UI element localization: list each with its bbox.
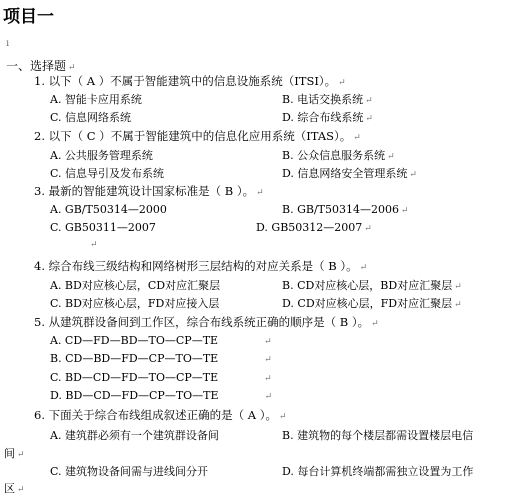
question-6: 6. 下面关于综合布线组成叙述正确的是（ A ）。 ↵ (34, 408, 287, 422)
q5-option-c: C. BD—CD—FD—TO—CP—TE ↵ (50, 371, 272, 384)
paragraph-mark: ↵ (90, 240, 98, 250)
q2-option-d: D. 信息网络安全管理系统 ↵ (282, 167, 417, 180)
q5-option-d: D. BD—CD—FD—CP—TO—TE ↵ (50, 389, 273, 402)
q4-option-c: C. BD对应核心层，FD对应接入层 (50, 297, 220, 310)
q6-option-b: B. 建筑物的每个楼层都需设置楼层电信 (282, 429, 474, 442)
q2-option-c: C. 信息导引及发布系统 (50, 167, 165, 180)
q6-option-d-wrap: 区 ↵ (4, 482, 25, 495)
q1-option-a: A. 智能卡应用系统 (50, 93, 142, 106)
q4-option-a: A. BD对应核心层，CD对应汇聚层 (50, 279, 221, 292)
q5-option-a: A. CD—FD—BD—TO—CP—TE ↵ (50, 334, 272, 347)
q2-option-b: B. 公众信息服务系统 ↵ (282, 149, 395, 162)
paragraph-mark: ı (6, 38, 10, 49)
question-3: 3. 最新的智能建筑设计国家标准是（ B ）。 ↵ (34, 184, 264, 198)
page-title: 项目一 (3, 7, 54, 27)
q4-option-d: D. CD对应核心层，FD对应汇聚层 ↵ (282, 297, 462, 310)
q1-option-d: D. 综合布线系统 ↵ (282, 111, 373, 124)
q3-option-c: C. GB50311—2007 (50, 221, 156, 234)
q1-option-b: B. 电话交换系统 ↵ (282, 93, 373, 106)
question-2: 2. 以下（ C ）不属于智能建筑中的信息化应用系统（ITAS）。 ↵ (34, 129, 361, 143)
q6-option-b-wrap: 间 ↵ (4, 447, 25, 460)
q4-option-b: B. CD对应核心层，BD对应汇聚层 ↵ (282, 279, 462, 292)
q1-option-c: C. 信息网络系统 (50, 111, 132, 124)
question-1: 1. 以下（ A ）不属于智能建筑中的信息设施系统（ITSI）。 ↵ (34, 74, 346, 88)
q3-option-b: B. GB/T50314—2006 ↵ (282, 203, 409, 216)
q6-option-a: A. 建筑群必须有一个建筑群设备间 (50, 429, 219, 442)
q5-option-b: B. CD—BD—FD—CP—TO—TE ↵ (50, 352, 272, 365)
q3-option-d: D. GB50312—2007 ↵ (256, 221, 372, 234)
q2-option-a: A. 公共服务管理系统 (50, 149, 153, 162)
question-4: 4. 综合布线三级结构和网络树形三层结构的对应关系是（ B ）。 ↵ (34, 259, 368, 273)
q3-option-a: A. GB/T50314—2000 (50, 203, 167, 216)
q6-option-c: C. 建筑物设备间需与进线间分开 (50, 465, 209, 478)
question-5: 5. 从建筑群设备间到工作区，综合布线系统正确的顺序是（ B ）。 ↵ (34, 315, 379, 329)
section-heading: 一、选择题 ↵ (6, 59, 76, 73)
q6-option-d: D. 每台计算机终端都需独立设置为工作 (282, 465, 474, 478)
